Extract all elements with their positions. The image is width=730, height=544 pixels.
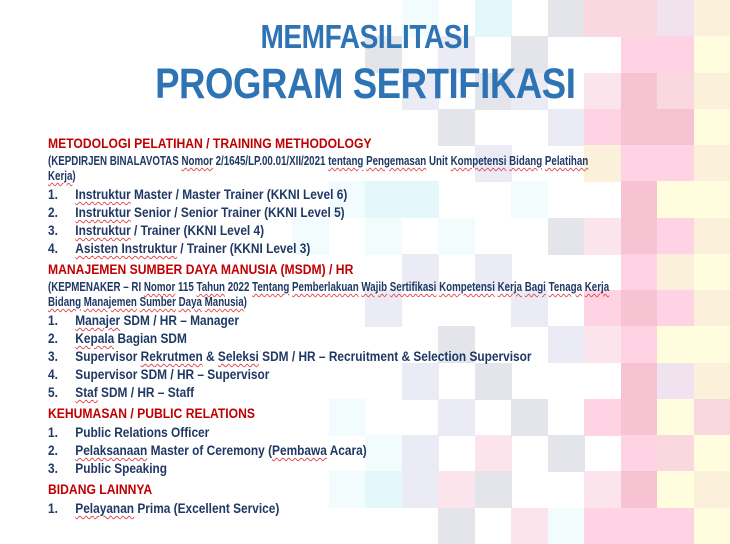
list-item-number: 2.	[48, 443, 58, 458]
misspelled-word: Manajer	[75, 313, 121, 328]
text-segment: SDM / HR – Staff	[97, 385, 195, 400]
misspelled-word: Pengemasan	[366, 154, 427, 168]
list-item-text	[48, 222, 264, 240]
text-segment: Prima (Excellent Service)	[134, 501, 280, 516]
list-item-text	[48, 204, 345, 222]
text-segment: )	[72, 169, 76, 183]
sections	[48, 135, 730, 518]
misspelled-word: Sertifikasi	[389, 280, 437, 294]
misspelled-word: Rekrutmen	[140, 349, 203, 364]
section	[48, 405, 730, 478]
misspelled-word: Staf	[75, 385, 98, 400]
misspelled-word: Instruktur	[75, 187, 131, 202]
list-item-text	[48, 366, 269, 384]
misspelled-word: Manusia	[204, 295, 244, 309]
text-segment: 2/1645/LP.00.01/XII/2021	[212, 154, 329, 168]
section-heading	[48, 405, 730, 422]
section-heading	[48, 481, 730, 498]
list-item-number: 3.	[48, 461, 58, 476]
misspelled-word: tentang	[328, 154, 364, 168]
text-segment: Unit	[426, 154, 451, 168]
regulation-note-line	[48, 154, 730, 169]
regulation-note-text	[48, 154, 588, 169]
text-segment: Public Relations Officer	[75, 425, 210, 440]
text-segment: &	[202, 349, 218, 364]
list-item	[48, 330, 730, 348]
list-item	[48, 366, 730, 384]
list-item	[48, 384, 730, 402]
section-heading-text: KEHUMASAN / PUBLIC RELATIONS	[48, 406, 256, 421]
misspelled-word: Daya	[178, 295, 202, 309]
misspelled-word: Instruktur	[75, 205, 131, 220]
section-heading-text: BIDANG LAINNYA	[48, 482, 153, 497]
regulation-note-text	[48, 295, 247, 310]
section-heading-text: MANAJEMEN SUMBER DAYA MANUSIA (MSDM) / HR	[48, 262, 354, 277]
list-item-text	[48, 348, 532, 366]
text-segment: )	[243, 295, 247, 309]
list-item-text	[48, 384, 194, 402]
text-segment: Bagian SDM	[114, 331, 187, 346]
misspelled-word: Tahun	[196, 280, 225, 294]
text-segment: Supervisor SDM / HR – Supervisor	[75, 367, 270, 382]
text-segment: Master / Master Trainer (KKNI Level 6)	[130, 187, 348, 202]
section-item-list	[48, 424, 730, 478]
misspelled-word: Kerja	[497, 280, 523, 294]
misspelled-word: Wajib	[361, 280, 388, 294]
text-segment: (KEPDIRJEN BINALAVOTAS	[48, 154, 182, 168]
list-item-number: 3.	[48, 349, 58, 364]
misspelled-word: Pelatihan	[544, 154, 589, 168]
list-item	[48, 348, 730, 366]
misspelled-word: Kepala	[75, 331, 115, 346]
text-segment: Supervisor	[75, 349, 141, 364]
list-item-number: 1.	[48, 501, 58, 516]
list-item-text	[48, 424, 209, 442]
list-item	[48, 500, 730, 518]
slide-title-line2-text: PROGRAM SERTIFIKASI	[154, 60, 576, 108]
list-item-text	[48, 330, 187, 348]
section-heading	[48, 135, 730, 152]
text-segment: Senior / Senior Trainer (KKNI Level 5)	[130, 205, 345, 220]
misspelled-word: Bidang	[48, 295, 82, 309]
list-item-number: 1.	[48, 187, 58, 202]
misspelled-word: Pembawa	[272, 443, 327, 458]
misspelled-word: Kerja	[584, 280, 610, 294]
misspelled-word: Manajemen	[83, 295, 137, 309]
section	[48, 261, 730, 402]
list-item	[48, 186, 730, 204]
list-item-number: 2.	[48, 331, 58, 346]
list-item-text	[48, 186, 347, 204]
misspelled-word: Nomor	[143, 280, 176, 294]
misspelled-word: Kompetensi	[450, 154, 507, 168]
regulation-note-text	[48, 169, 76, 184]
section-item-list	[48, 312, 730, 402]
section	[48, 135, 730, 258]
misspelled-word: Instruktur	[75, 223, 131, 238]
title-block	[0, 0, 730, 108]
text-segment: SDM / HR – Manager	[120, 313, 240, 328]
list-item-text	[48, 500, 279, 518]
slide-title-line1-text: MEMFASILITASI	[260, 18, 470, 55]
list-item	[48, 460, 730, 478]
text-segment: 2022	[224, 280, 253, 294]
misspelled-word: Nomor	[181, 154, 213, 168]
text-segment: 115	[175, 280, 197, 294]
list-item	[48, 204, 730, 222]
section	[48, 481, 730, 518]
regulation-note-line	[48, 295, 730, 310]
misspelled-word: Tentang	[252, 280, 290, 294]
list-item-number: 5.	[48, 385, 58, 400]
list-item	[48, 222, 730, 240]
misspelled-word: Pelayanan	[75, 501, 135, 516]
text-segment: Public Speaking	[75, 461, 168, 476]
misspelled-word: Kerja	[48, 169, 73, 183]
section-item-list	[48, 500, 730, 518]
list-item-text	[48, 442, 367, 460]
list-item	[48, 312, 730, 330]
regulation-note-line	[48, 169, 730, 184]
misspelled-word: Seleksi	[217, 349, 259, 364]
list-item-number: 4.	[48, 241, 58, 256]
list-item-number: 1.	[48, 313, 58, 328]
list-item-number: 4.	[48, 367, 58, 382]
section-heading	[48, 261, 730, 278]
regulation-note-text	[48, 280, 609, 295]
text-segment: SDM / HR – Recruitment & Selection Supervisor	[258, 349, 532, 364]
text-segment: (KEPMENAKER – RI	[48, 280, 144, 294]
list-item-number: 1.	[48, 425, 58, 440]
text-segment: Master of Ceremony (	[147, 443, 273, 458]
slide-title-line1	[0, 18, 730, 56]
misspelled-word: Sumber	[139, 295, 176, 309]
list-item-text	[48, 312, 239, 330]
list-item-number: 2.	[48, 205, 58, 220]
list-item-number: 3.	[48, 223, 58, 238]
list-item-text	[48, 460, 167, 478]
text-segment: Acara)	[326, 443, 367, 458]
text-segment: / Trainer (KKNI Level 4)	[130, 223, 265, 238]
misspelled-word: Bidang	[509, 154, 543, 168]
misspelled-word: Asisten Instruktur	[75, 241, 177, 256]
list-item	[48, 240, 730, 258]
list-item-text	[48, 240, 310, 258]
list-item	[48, 442, 730, 460]
misspelled-word: Tenaga	[548, 280, 583, 294]
section-item-list	[48, 186, 730, 258]
misspelled-word: Kompetensi	[439, 280, 495, 294]
slide-title-line2	[0, 60, 730, 108]
misspelled-word: Pemberlakuan	[292, 280, 359, 294]
misspelled-word: Pelaksanaan	[75, 443, 148, 458]
list-item	[48, 424, 730, 442]
text-segment: / Trainer (KKNI Level 3)	[176, 241, 311, 256]
section-heading-text: METODOLOGI PELATIHAN / TRAINING METHODOLOGY	[48, 136, 372, 151]
misspelled-word: Bagi	[524, 280, 546, 294]
regulation-note-line	[48, 280, 730, 295]
